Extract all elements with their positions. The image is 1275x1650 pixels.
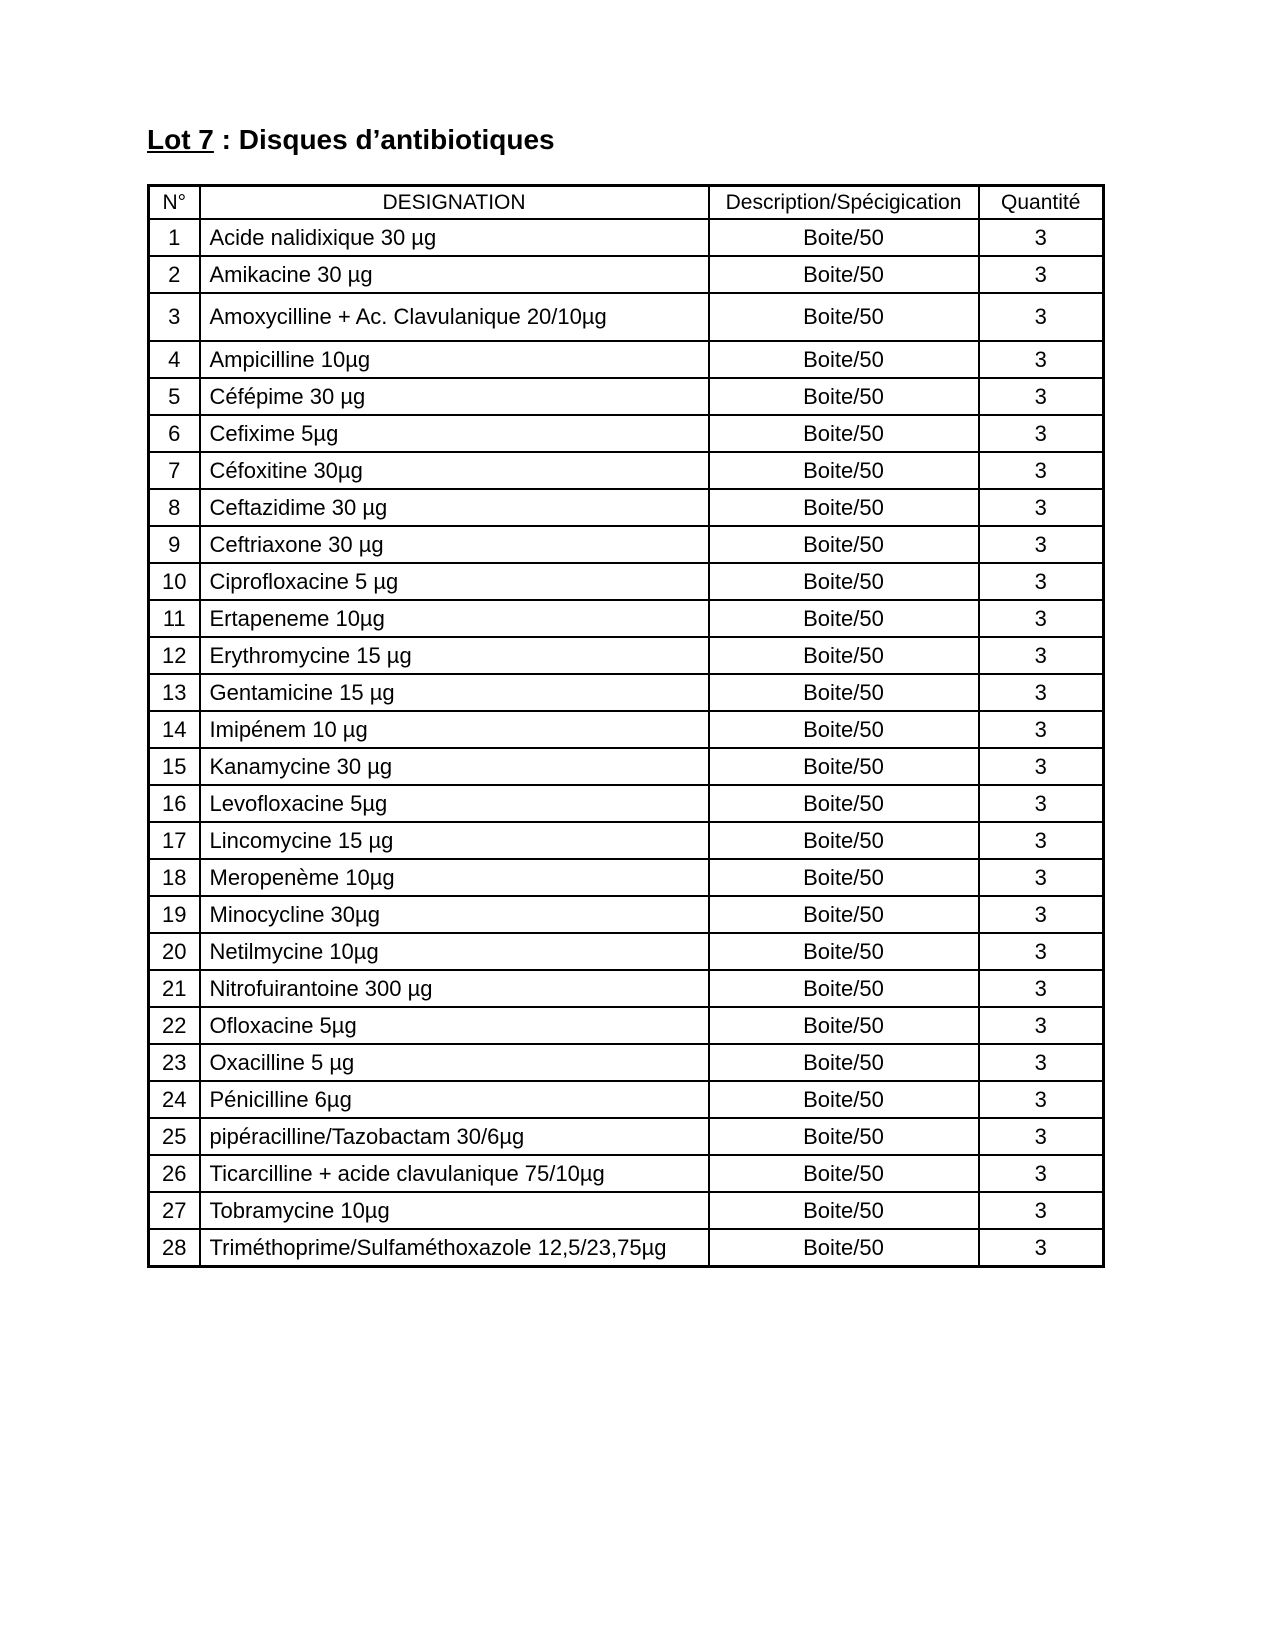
cell-description: Boite/50 xyxy=(709,674,979,711)
cell-description: Boite/50 xyxy=(709,1155,979,1192)
cell-number: 7 xyxy=(149,452,200,489)
cell-designation: Lincomycine 15 µg xyxy=(200,822,709,859)
cell-number: 27 xyxy=(149,1192,200,1229)
table-row xyxy=(149,1155,1104,1192)
cell-quantity: 3 xyxy=(979,1007,1104,1044)
page-title xyxy=(147,124,555,156)
cell-quantity: 3 xyxy=(979,526,1104,563)
cell-quantity: 3 xyxy=(979,219,1104,256)
cell-number: 20 xyxy=(149,933,200,970)
cell-description: Boite/50 xyxy=(709,970,979,1007)
table-row xyxy=(149,1229,1104,1267)
cell-number: 22 xyxy=(149,1007,200,1044)
cell-number: 13 xyxy=(149,674,200,711)
cell-designation: Ceftazidime 30 µg xyxy=(200,489,709,526)
cell-description: Boite/50 xyxy=(709,822,979,859)
lot-number-label: Lot 7 xyxy=(147,124,214,155)
cell-number: 19 xyxy=(149,896,200,933)
cell-number: 4 xyxy=(149,341,200,378)
cell-description: Boite/50 xyxy=(709,293,979,341)
cell-quantity: 3 xyxy=(979,452,1104,489)
table-row xyxy=(149,896,1104,933)
cell-designation: Ciprofloxacine 5 µg xyxy=(200,563,709,600)
cell-designation: Amikacine 30 µg xyxy=(200,256,709,293)
cell-quantity: 3 xyxy=(979,256,1104,293)
cell-number: 9 xyxy=(149,526,200,563)
table-row xyxy=(149,378,1104,415)
cell-number: 18 xyxy=(149,859,200,896)
cell-designation: Netilmycine 10µg xyxy=(200,933,709,970)
cell-description: Boite/50 xyxy=(709,711,979,748)
cell-designation: Ertapeneme 10µg xyxy=(200,600,709,637)
cell-designation: Cefixime 5µg xyxy=(200,415,709,452)
table-row xyxy=(149,785,1104,822)
cell-designation: Ofloxacine 5µg xyxy=(200,1007,709,1044)
cell-description: Boite/50 xyxy=(709,256,979,293)
cell-designation: Triméthoprime/Sulfaméthoxazole 12,5/23,75µg xyxy=(200,1229,709,1267)
cell-number: 6 xyxy=(149,415,200,452)
cell-quantity: 3 xyxy=(979,1044,1104,1081)
cell-number: 2 xyxy=(149,256,200,293)
header-description-specification: Description/Spécigication xyxy=(709,186,979,220)
cell-description: Boite/50 xyxy=(709,1044,979,1081)
cell-number: 25 xyxy=(149,1118,200,1155)
cell-description: Boite/50 xyxy=(709,415,979,452)
cell-designation: Erythromycine 15 µg xyxy=(200,637,709,674)
header-designation: DESIGNATION xyxy=(200,186,709,220)
table-row xyxy=(149,600,1104,637)
cell-designation: Céfépime 30 µg xyxy=(200,378,709,415)
cell-description: Boite/50 xyxy=(709,933,979,970)
table-row xyxy=(149,1007,1104,1044)
table-row xyxy=(149,219,1104,256)
cell-quantity: 3 xyxy=(979,415,1104,452)
cell-description: Boite/50 xyxy=(709,1118,979,1155)
cell-number: 17 xyxy=(149,822,200,859)
table-row xyxy=(149,674,1104,711)
table-row xyxy=(149,1118,1104,1155)
cell-quantity: 3 xyxy=(979,970,1104,1007)
cell-number: 12 xyxy=(149,637,200,674)
cell-description: Boite/50 xyxy=(709,748,979,785)
cell-number: 1 xyxy=(149,219,200,256)
table-row xyxy=(149,1081,1104,1118)
table-row xyxy=(149,1192,1104,1229)
cell-description: Boite/50 xyxy=(709,1229,979,1267)
cell-quantity: 3 xyxy=(979,489,1104,526)
cell-quantity: 3 xyxy=(979,711,1104,748)
cell-designation: Levofloxacine 5µg xyxy=(200,785,709,822)
table-row xyxy=(149,970,1104,1007)
cell-description: Boite/50 xyxy=(709,600,979,637)
cell-description: Boite/50 xyxy=(709,452,979,489)
cell-quantity: 3 xyxy=(979,1192,1104,1229)
cell-quantity: 3 xyxy=(979,785,1104,822)
cell-designation: Meropenème 10µg xyxy=(200,859,709,896)
cell-quantity: 3 xyxy=(979,896,1104,933)
cell-quantity: 3 xyxy=(979,563,1104,600)
cell-quantity: 3 xyxy=(979,859,1104,896)
cell-quantity: 3 xyxy=(979,748,1104,785)
cell-quantity: 3 xyxy=(979,1118,1104,1155)
cell-description: Boite/50 xyxy=(709,1192,979,1229)
cell-designation: pipéracilline/Tazobactam 30/6µg xyxy=(200,1118,709,1155)
cell-quantity: 3 xyxy=(979,637,1104,674)
table-row xyxy=(149,748,1104,785)
table-row xyxy=(149,293,1104,341)
cell-number: 24 xyxy=(149,1081,200,1118)
table-row xyxy=(149,822,1104,859)
cell-description: Boite/50 xyxy=(709,563,979,600)
title-separator: : xyxy=(213,124,239,155)
cell-description: Boite/50 xyxy=(709,341,979,378)
table-row xyxy=(149,637,1104,674)
cell-number: 21 xyxy=(149,970,200,1007)
cell-quantity: 3 xyxy=(979,341,1104,378)
cell-description: Boite/50 xyxy=(709,219,979,256)
cell-designation: Kanamycine 30 µg xyxy=(200,748,709,785)
cell-number: 8 xyxy=(149,489,200,526)
table-row xyxy=(149,415,1104,452)
cell-designation: Gentamicine 15 µg xyxy=(200,674,709,711)
cell-designation: Nitrofuirantoine 300 µg xyxy=(200,970,709,1007)
cell-designation: Pénicilline 6µg xyxy=(200,1081,709,1118)
header-row xyxy=(149,186,1104,220)
cell-number: 14 xyxy=(149,711,200,748)
cell-number: 5 xyxy=(149,378,200,415)
table-row xyxy=(149,859,1104,896)
cell-quantity: 3 xyxy=(979,822,1104,859)
cell-designation: Céfoxitine 30µg xyxy=(200,452,709,489)
cell-description: Boite/50 xyxy=(709,526,979,563)
cell-designation: Tobramycine 10µg xyxy=(200,1192,709,1229)
cell-number: 15 xyxy=(149,748,200,785)
cell-designation: Oxacilline 5 µg xyxy=(200,1044,709,1081)
cell-number: 10 xyxy=(149,563,200,600)
cell-description: Boite/50 xyxy=(709,1007,979,1044)
table-row xyxy=(149,711,1104,748)
cell-quantity: 3 xyxy=(979,1081,1104,1118)
cell-designation: Imipénem 10 µg xyxy=(200,711,709,748)
antibiotic-discs-table xyxy=(147,184,1105,1268)
table-row xyxy=(149,452,1104,489)
table-row xyxy=(149,256,1104,293)
cell-description: Boite/50 xyxy=(709,489,979,526)
cell-number: 16 xyxy=(149,785,200,822)
cell-number: 28 xyxy=(149,1229,200,1267)
table-row xyxy=(149,341,1104,378)
header-quantity: Quantité xyxy=(979,186,1104,220)
cell-description: Boite/50 xyxy=(709,637,979,674)
cell-quantity: 3 xyxy=(979,674,1104,711)
cell-quantity: 3 xyxy=(979,293,1104,341)
cell-number: 26 xyxy=(149,1155,200,1192)
table-row xyxy=(149,526,1104,563)
table-row xyxy=(149,933,1104,970)
cell-number: 3 xyxy=(149,293,200,341)
cell-designation: Minocycline 30µg xyxy=(200,896,709,933)
table-header xyxy=(149,186,1104,220)
cell-description: Boite/50 xyxy=(709,378,979,415)
title-subject: Disques d’antibiotiques xyxy=(238,124,555,155)
cell-designation: Acide nalidixique 30 µg xyxy=(200,219,709,256)
cell-description: Boite/50 xyxy=(709,1081,979,1118)
table-body xyxy=(149,219,1104,1267)
cell-designation: Ticarcilline + acide clavulanique 75/10µg xyxy=(200,1155,709,1192)
cell-quantity: 3 xyxy=(979,933,1104,970)
table-row xyxy=(149,489,1104,526)
cell-designation: Ceftriaxone 30 µg xyxy=(200,526,709,563)
cell-description: Boite/50 xyxy=(709,896,979,933)
cell-number: 23 xyxy=(149,1044,200,1081)
cell-quantity: 3 xyxy=(979,378,1104,415)
cell-description: Boite/50 xyxy=(709,785,979,822)
cell-quantity: 3 xyxy=(979,1229,1104,1267)
cell-designation: Ampicilline 10µg xyxy=(200,341,709,378)
cell-designation: Amoxycilline + Ac. Clavulanique 20/10µg xyxy=(200,293,709,341)
cell-description: Boite/50 xyxy=(709,859,979,896)
cell-quantity: 3 xyxy=(979,600,1104,637)
table-row xyxy=(149,563,1104,600)
table-row xyxy=(149,1044,1104,1081)
header-number: N° xyxy=(149,186,200,220)
cell-number: 11 xyxy=(149,600,200,637)
cell-quantity: 3 xyxy=(979,1155,1104,1192)
